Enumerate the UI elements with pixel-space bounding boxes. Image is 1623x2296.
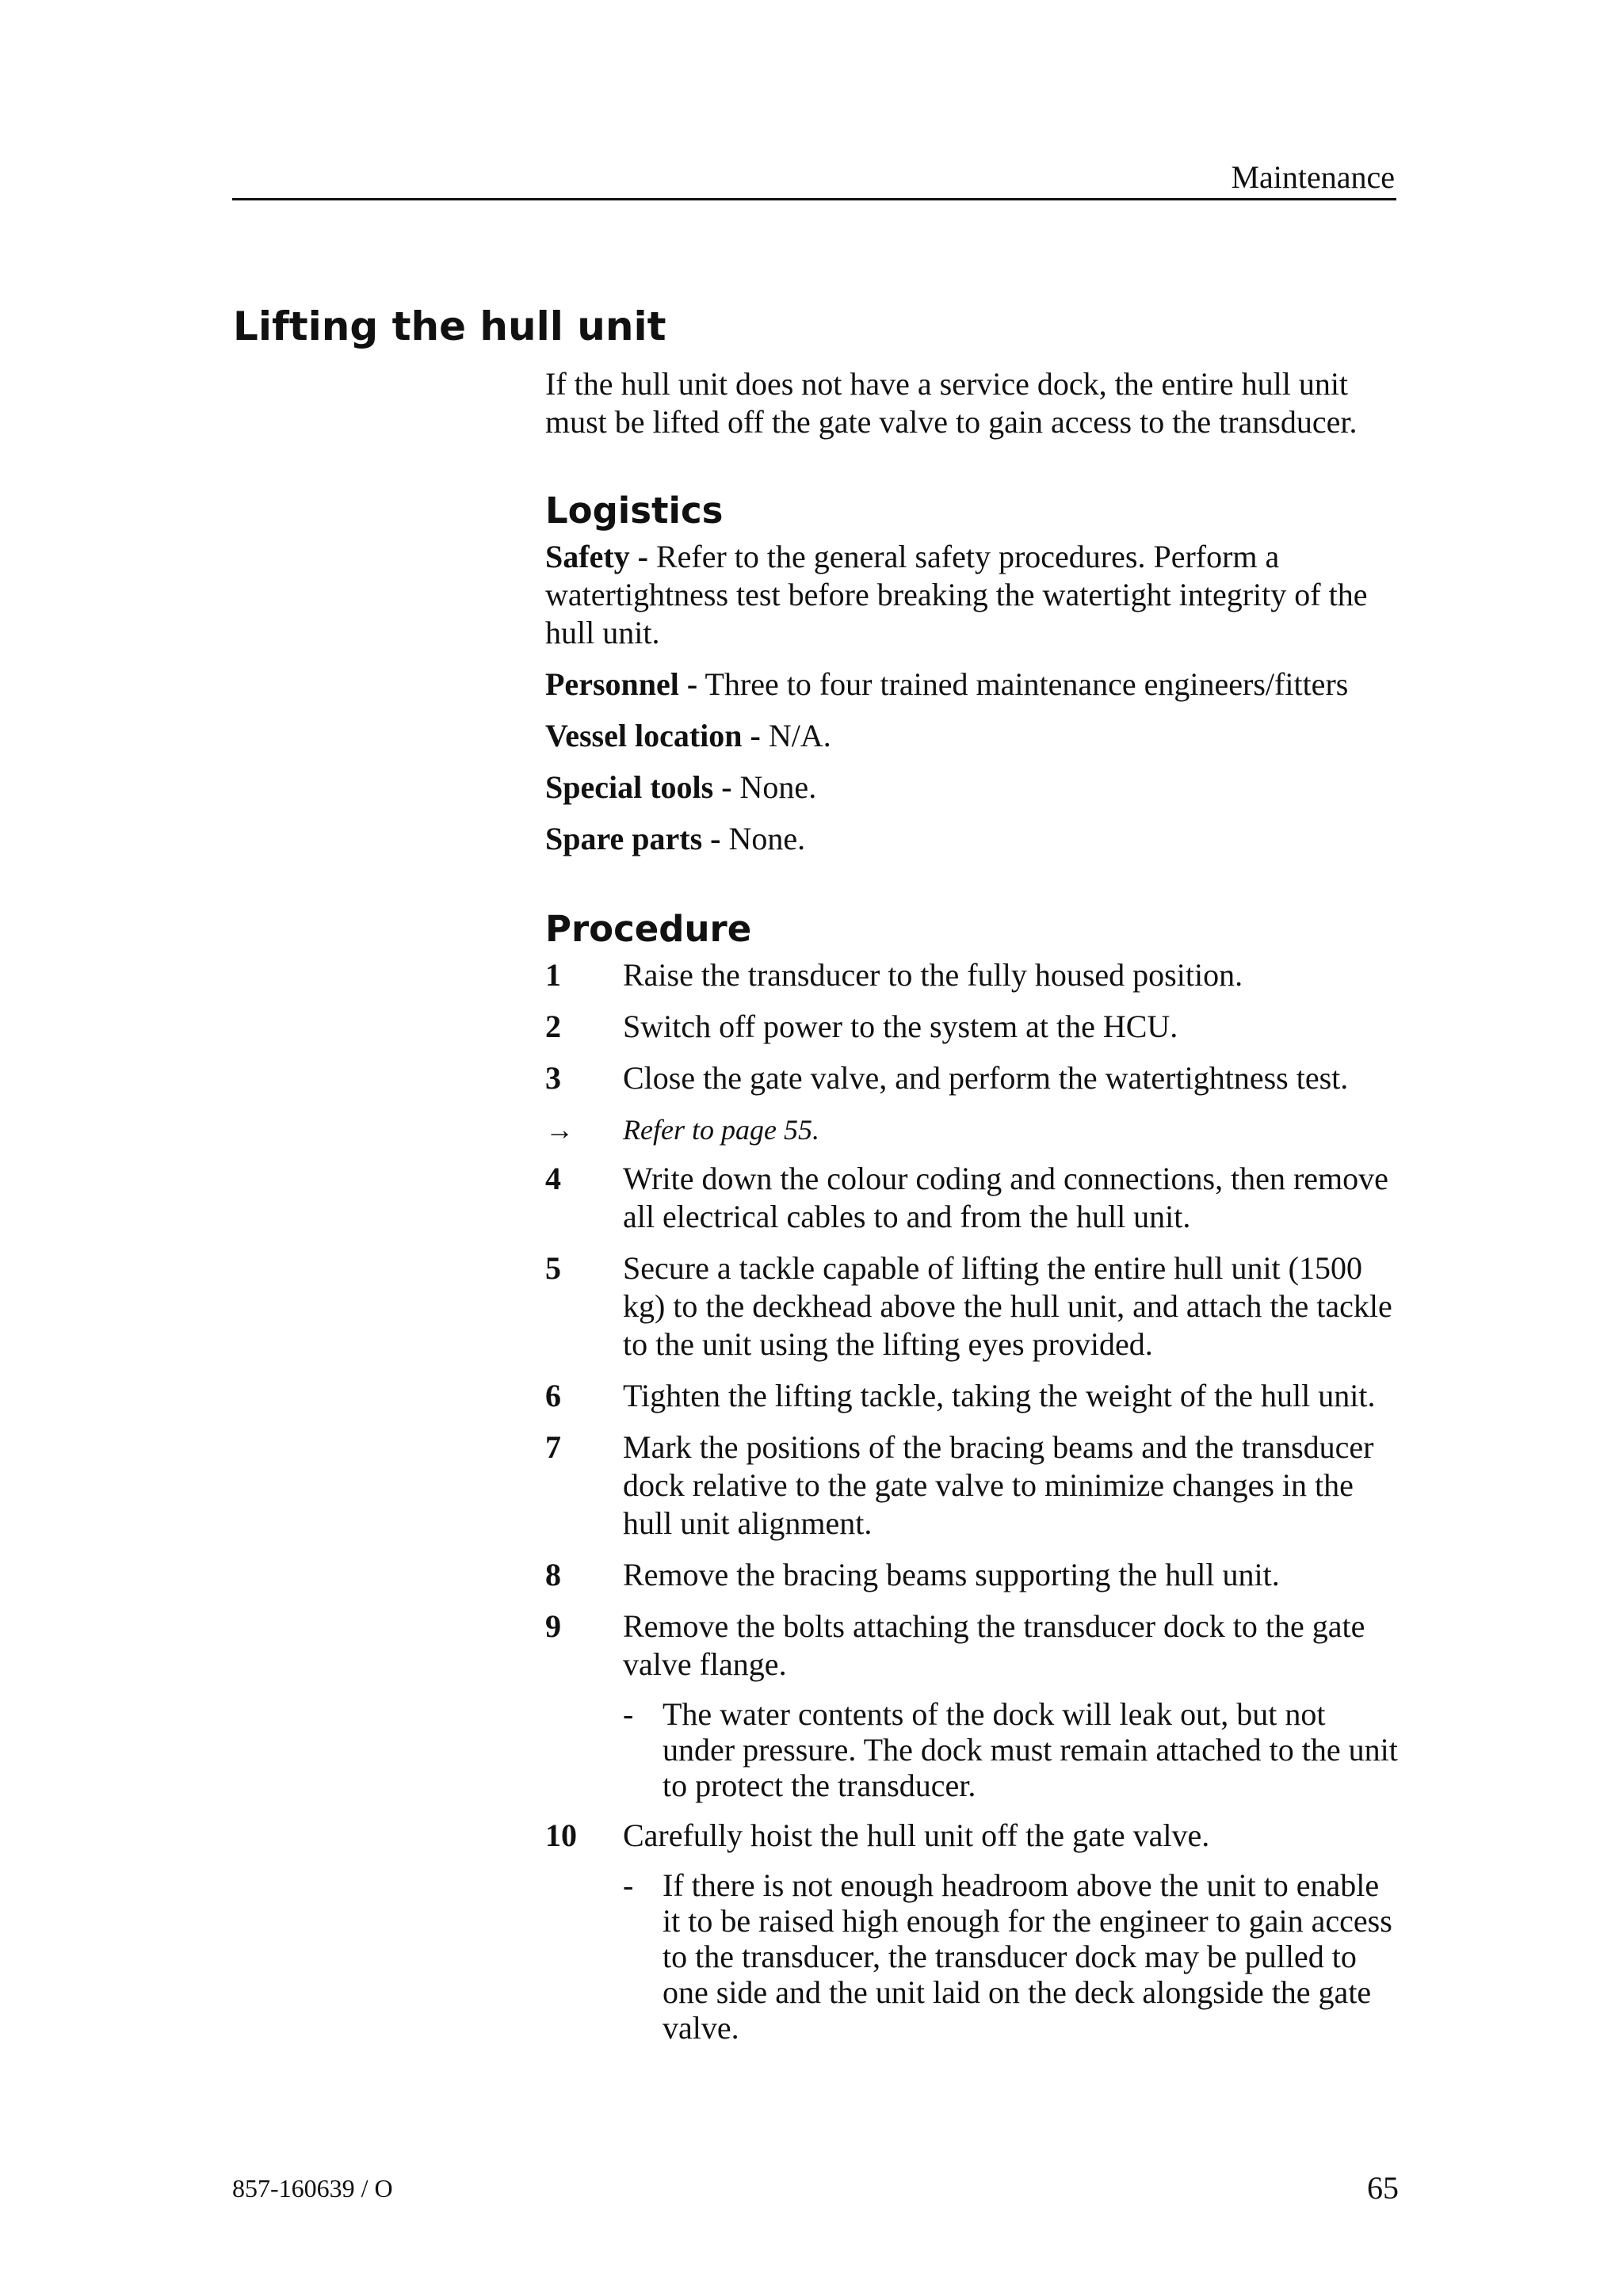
procedure-heading: Procedure bbox=[545, 908, 752, 950]
logistics-label: Vessel location - bbox=[545, 718, 761, 753]
step-number: 3 bbox=[545, 1060, 561, 1096]
procedure-step bbox=[545, 1556, 1401, 1594]
cross-reference bbox=[545, 1111, 1401, 1149]
cross-reference-text: Refer to page 55. bbox=[623, 1114, 819, 1146]
logistics-item-special-tools bbox=[545, 769, 1401, 807]
procedure-step bbox=[545, 1059, 1401, 1097]
procedure-step bbox=[545, 1817, 1401, 2046]
step-text: Write down the colour coding and connections, then remove all electrical cables to and from the hull unit. bbox=[623, 1161, 1388, 1234]
logistics-text: Refer to the general safety procedures. Perform a watertightness test before breaking the watertight integrity of the hull unit. bbox=[545, 539, 1368, 650]
logistics-item-spare-parts bbox=[545, 820, 1401, 858]
logistics-text: N/A. bbox=[768, 718, 831, 753]
step-number: 9 bbox=[545, 1608, 561, 1644]
step-number: 5 bbox=[545, 1250, 561, 1286]
logistics-heading: Logistics bbox=[545, 490, 724, 532]
arrow-right-icon: → bbox=[545, 1114, 574, 1146]
running-header: Maintenance bbox=[1231, 159, 1395, 195]
step-number: 10 bbox=[545, 1817, 577, 1853]
step-text: Carefully hoist the hull unit off the gate valve. bbox=[623, 1817, 1210, 1853]
main-content bbox=[545, 365, 1401, 2059]
logistics-label: Special tools - bbox=[545, 769, 732, 805]
step-number: 1 bbox=[545, 957, 561, 993]
step-text: Switch off power to the system at the HCU. bbox=[623, 1009, 1178, 1044]
step-text: Remove the bolts attaching the transducer dock to the gate valve flange. bbox=[623, 1608, 1365, 1682]
procedure-step bbox=[545, 1008, 1401, 1046]
step-number: 2 bbox=[545, 1009, 561, 1044]
step-text: Raise the transducer to the fully housed position. bbox=[623, 957, 1243, 993]
intro-paragraph: If the hull unit does not have a service dock, the entire hull unit must be lifted off the gate valve to gain access to the transducer. bbox=[545, 366, 1358, 440]
procedure-step bbox=[545, 1377, 1401, 1415]
procedure-step bbox=[545, 1249, 1401, 1363]
sub-note-text: If there is not enough headroom above the unit to enable it to be raised high enough for the engineer to gain access to the transducer, the transducer dock may be pulled to one side and the unit laid on the deck alongside the gate valve. bbox=[663, 1867, 1392, 2046]
step-text: Close the gate valve, and perform the watertightness test. bbox=[623, 1060, 1349, 1096]
logistics-text: Three to four trained maintenance engineers/fitters bbox=[705, 666, 1349, 702]
step-number: 7 bbox=[545, 1429, 561, 1465]
step-text: Tighten the lifting tackle, taking the weight of the hull unit. bbox=[623, 1378, 1376, 1413]
dash-bullet: - bbox=[623, 1867, 634, 1903]
sub-note-text: The water contents of the dock will leak out, but not under pressure. The dock must remain attached to the unit to protect the transducer. bbox=[663, 1696, 1398, 1803]
step-sub-note bbox=[623, 1696, 1401, 1803]
procedure-step bbox=[545, 1428, 1401, 1543]
step-text: Mark the positions of the bracing beams and the transducer dock relative to the gate valve to minimize changes in the hull unit alignment. bbox=[623, 1429, 1374, 1541]
procedure-step bbox=[545, 956, 1401, 994]
step-text: Remove the bracing beams supporting the hull unit. bbox=[623, 1557, 1280, 1592]
logistics-text: None. bbox=[739, 769, 817, 805]
logistics-item-personnel bbox=[545, 666, 1401, 704]
step-number: 6 bbox=[545, 1378, 561, 1413]
step-number: 8 bbox=[545, 1557, 561, 1592]
step-sub-note bbox=[623, 1867, 1401, 2046]
logistics-label: Safety - bbox=[545, 539, 648, 574]
step-text: Secure a tackle capable of lifting the entire hull unit (1500 kg) to the deckhead above the hull unit, and attach the tackle to the unit using the lifting eyes provided. bbox=[623, 1250, 1392, 1362]
logistics-label: Spare parts - bbox=[545, 821, 721, 856]
procedure-step bbox=[545, 1160, 1401, 1236]
document-id: 857-160639 / O bbox=[232, 2174, 393, 2203]
logistics-item-vessel-location bbox=[545, 717, 1401, 755]
page-title: Lifting the hull unit bbox=[233, 303, 666, 349]
page-number: 65 bbox=[1367, 2170, 1399, 2206]
procedure-step bbox=[545, 1608, 1401, 1803]
step-number: 4 bbox=[545, 1161, 561, 1196]
header-rule bbox=[232, 198, 1396, 200]
logistics-item-safety bbox=[545, 538, 1401, 652]
dash-bullet: - bbox=[623, 1696, 634, 1732]
procedure-steps bbox=[545, 956, 1401, 2046]
logistics-text: None. bbox=[728, 821, 806, 856]
logistics-label: Personnel - bbox=[545, 666, 698, 702]
